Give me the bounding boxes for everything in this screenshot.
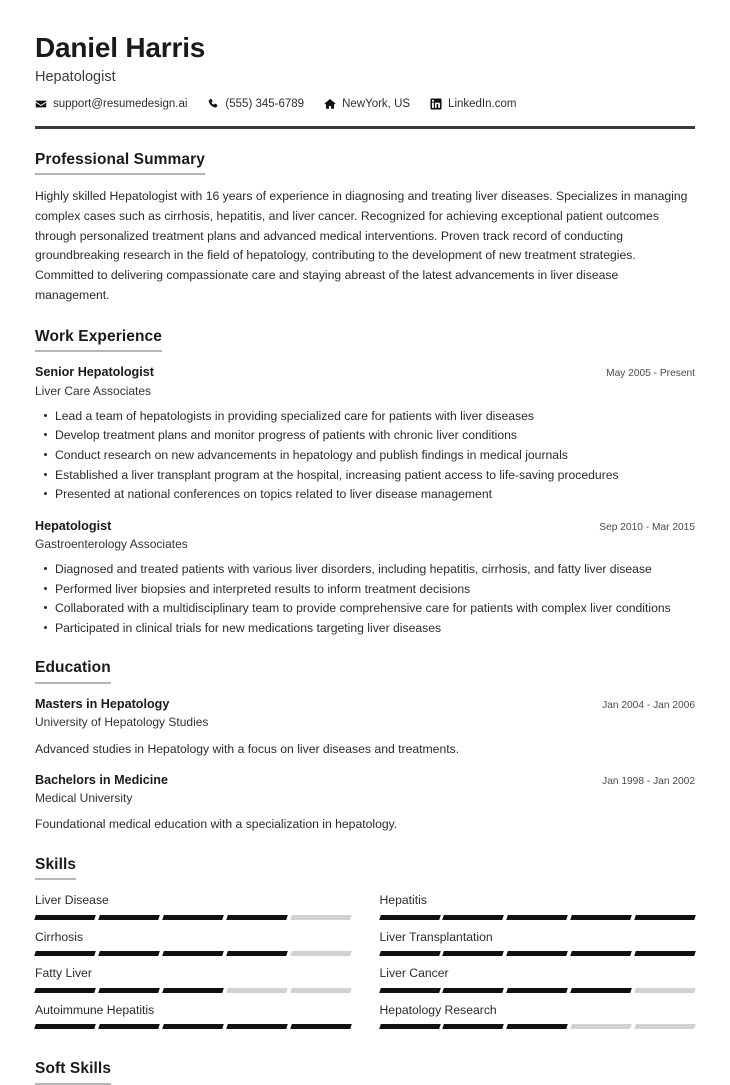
education-entry-description: Advanced studies in Hepatology with a focus on liver diseases and treatments.: [35, 741, 460, 756]
skill-rating-segment: [570, 951, 632, 956]
bullet-item: Performed liver biopsies and interpreted results to inform treatment decisions: [35, 580, 695, 599]
work-entry-head: [35, 364, 695, 380]
skill-rating-segment: [507, 988, 569, 993]
candidate-job-title: Hepatologist: [35, 69, 116, 86]
skill-rating-segment: [379, 951, 441, 956]
skill-name: Cirrhosis: [35, 929, 84, 944]
skill-rating-bar: [380, 915, 696, 920]
skill-rating-bar: [380, 988, 696, 993]
summary-body: [35, 187, 695, 306]
skill-rating-segment: [443, 951, 505, 956]
contact-email[interactable]: [35, 98, 187, 110]
bullet-item: Develop treatment plans and monitor progress of patients with chronic liver conditions: [35, 426, 695, 445]
section-skills: [35, 856, 695, 1038]
skill-rating-segment: [507, 915, 569, 920]
skill-rating-segment: [34, 915, 96, 920]
section-work-experience: [35, 328, 695, 638]
resume-header: [35, 0, 695, 129]
contact-phone-text: (555) 345-6789: [225, 97, 305, 110]
skill-rating-segment: [379, 915, 441, 920]
bullet-item: Lead a team of hepatologists in providing specialized care for patients with liver diseases: [35, 407, 695, 426]
skill-rating-segment: [443, 1024, 505, 1029]
work-entry-role: Senior Hepatologist: [35, 365, 154, 380]
education-entry: [35, 772, 695, 834]
skill-rating-bar: [35, 988, 351, 993]
skill-rating-segment: [290, 951, 352, 956]
candidate-name: Daniel Harris: [35, 32, 206, 63]
skill-name: Hepatology Research: [379, 1002, 497, 1017]
skill-name: Liver Disease: [35, 893, 109, 908]
skill-rating-segment: [34, 1024, 96, 1029]
section-title-education: Education: [35, 659, 111, 684]
work-entry-head: [35, 518, 695, 534]
skill-name: Liver Transplantation: [379, 929, 493, 944]
section-professional-summary: [35, 151, 695, 306]
work-entries: [35, 364, 695, 637]
skill-rating-bar: [35, 951, 351, 956]
contact-phone[interactable]: [207, 98, 304, 110]
section-title-skills: Skills: [35, 856, 76, 881]
header-divider: [35, 126, 695, 129]
skill-rating-segment: [34, 988, 96, 993]
phone-icon: [207, 98, 219, 110]
education-entry-school: University of Hepatology Studies: [35, 715, 209, 730]
skill-rating-segment: [634, 915, 696, 920]
skill-item: [35, 1002, 351, 1038]
linkedin-icon: [430, 98, 442, 110]
skill-rating-segment: [290, 915, 352, 920]
skill-rating-segment: [226, 988, 288, 993]
skill-rating-segment: [570, 988, 632, 993]
section-soft-skills: [35, 1060, 695, 1085]
skill-rating-segment: [290, 1024, 352, 1029]
work-entry-bullets: [35, 407, 695, 504]
skill-rating-segment: [226, 951, 288, 956]
skill-rating-segment: [162, 988, 224, 993]
contact-linkedin[interactable]: [430, 98, 516, 110]
skill-rating-segment: [98, 1024, 160, 1029]
envelope-icon: [35, 98, 47, 110]
skill-rating-segment: [162, 1024, 224, 1029]
skill-rating-segment: [290, 988, 352, 993]
education-entry-date: Jan 2004 - Jan 2006: [602, 699, 695, 711]
skill-rating-segment: [634, 988, 696, 993]
bullet-item: Established a liver transplant program at the hospital, increasing patient access to life-saving procedures: [35, 466, 695, 485]
skill-item: [35, 892, 351, 928]
skills-grid: [35, 892, 695, 1038]
home-icon: [324, 98, 336, 110]
skill-name: Liver Cancer: [379, 966, 449, 981]
skill-rating-segment: [226, 1024, 288, 1029]
work-entry: [35, 518, 695, 638]
bullet-item: Diagnosed and treated patients with various liver disorders, including hepatitis, cirrhosis, and fatty liver disease: [35, 560, 695, 579]
contact-linkedin-text: LinkedIn.com: [448, 97, 517, 110]
section-title-soft-skills: Soft Skills: [35, 1060, 111, 1085]
skill-rating-segment: [98, 951, 160, 956]
bullet-item: Collaborated with a multidisciplinary team to provide comprehensive care for patients with complex liver conditions: [35, 599, 695, 618]
skill-rating-segment: [443, 915, 505, 920]
skill-item: [35, 929, 351, 965]
skill-item: [380, 965, 696, 1001]
contact-location-text: NewYork, US: [342, 97, 411, 110]
skill-rating-segment: [162, 951, 224, 956]
education-entry-head: [35, 772, 695, 788]
bullet-item: Conduct research on new advancements in hepatology and publish findings in medical journals: [35, 446, 695, 465]
work-entry-bullets: [35, 560, 695, 637]
skill-name: Fatty Liver: [35, 966, 92, 981]
skill-rating-segment: [34, 951, 96, 956]
education-entry-degree: Masters in Hepatology: [35, 696, 170, 711]
education-entry-date: Jan 1998 - Jan 2002: [602, 775, 695, 787]
bullet-item: Participated in clinical trials for new medications targeting liver diseases: [35, 619, 695, 638]
skill-rating-segment: [634, 1024, 696, 1029]
education-entry: [35, 696, 695, 758]
work-entry-role: Hepatologist: [35, 518, 112, 533]
summary-text: Highly skilled Hepatologist with 16 years of experience in diagnosing and treating liver diseases. Specializes in managing complex cases such as cirrhosis, hepatitis, and liver cancer. Recognized for achieving exceptional patient outcomes through personalized treatment plans and advanced medical interventions. Proven track record of conducting groundbreaking research in the field of hepatology, contributing to the development of new treatment strategies. Committed to delivering compassionate care and staying abreast of the latest advancements in liver disease management.: [35, 189, 688, 302]
skill-rating-segment: [634, 951, 696, 956]
education-entry-school: Medical University: [35, 791, 133, 806]
skill-rating-bar: [35, 1024, 351, 1029]
section-title-summary: Professional Summary: [35, 151, 205, 176]
contact-location[interactable]: [324, 98, 410, 110]
work-entry: [35, 364, 695, 503]
work-entry-date: May 2005 - Present: [606, 368, 695, 380]
skill-rating-segment: [379, 1024, 441, 1029]
education-entry-description: Foundational medical education with a specialization in hepatology.: [35, 817, 398, 832]
skill-rating-segment: [507, 951, 569, 956]
skill-item: [380, 929, 696, 965]
skill-rating-segment: [443, 988, 505, 993]
skill-rating-segment: [379, 988, 441, 993]
skill-rating-segment: [98, 915, 160, 920]
skill-rating-segment: [507, 1024, 569, 1029]
skill-item: [35, 965, 351, 1001]
skill-name: Autoimmune Hepatitis: [35, 1002, 155, 1017]
contact-row: [35, 98, 695, 110]
skill-rating-segment: [162, 915, 224, 920]
skill-rating-segment: [570, 1024, 632, 1029]
section-education: [35, 659, 695, 833]
section-title-work: Work Experience: [35, 328, 162, 353]
skill-rating-segment: [98, 988, 160, 993]
skill-rating-segment: [570, 915, 632, 920]
education-entry-degree: Bachelors in Medicine: [35, 772, 168, 787]
contact-email-text: support@resumedesign.ai: [53, 97, 188, 110]
skill-name: Hepatitis: [379, 893, 427, 908]
skill-rating-segment: [226, 915, 288, 920]
skill-rating-bar: [380, 1024, 696, 1029]
bullet-item: Presented at national conferences on topics related to liver disease management: [35, 485, 695, 504]
skill-rating-bar: [35, 915, 351, 920]
education-entries: [35, 696, 695, 834]
work-entry-org: Gastroenterology Associates: [35, 537, 188, 551]
skill-item: [380, 1002, 696, 1038]
skill-item: [380, 892, 696, 928]
work-entry-org: Liver Care Associates: [35, 383, 152, 398]
skill-rating-bar: [380, 951, 696, 956]
work-entry-date: Sep 2010 - Mar 2015: [599, 521, 695, 533]
education-entry-head: [35, 696, 695, 712]
